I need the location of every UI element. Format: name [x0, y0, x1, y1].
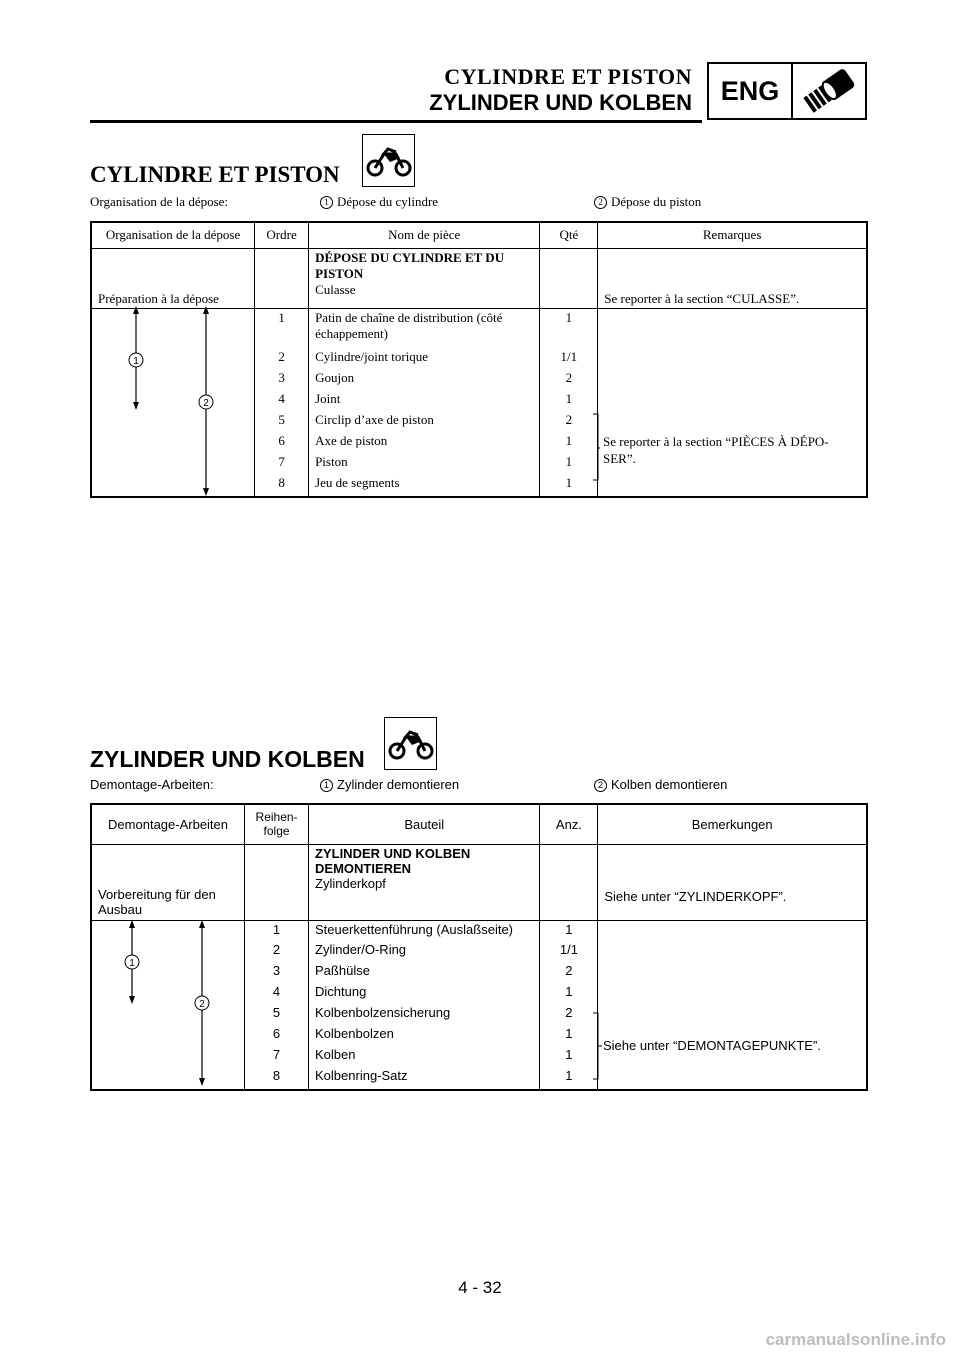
row-order: 6 — [255, 432, 309, 453]
prep-part: Culasse — [315, 281, 356, 297]
row-qty: 1/1 — [540, 941, 598, 962]
row-order: 1 — [245, 920, 309, 941]
col-header: Bauteil — [309, 804, 540, 844]
prep-cell — [309, 248, 540, 308]
row-order: 8 — [245, 1067, 309, 1090]
col-header: Ordre — [255, 222, 309, 248]
step-arrows-de — [116, 920, 216, 1088]
row-part: Zylinder/O-Ring — [309, 941, 540, 962]
col-header: Qté — [540, 222, 598, 248]
row-order: 2 — [255, 348, 309, 369]
row-part: Kolben — [309, 1046, 540, 1067]
step-text: Zylinder demontieren — [337, 777, 460, 792]
row-part: Steuerkettenführung (Auslaßseite) — [309, 920, 540, 941]
col-header: Reihen- folge — [245, 804, 309, 844]
section-title-fr: CYLINDRE ET PISTON — [90, 162, 340, 187]
row-qty: 2 — [540, 962, 598, 983]
row-part: Patin de chaîne de distribution (côté échappement) — [309, 308, 540, 348]
row-qty: 1 — [540, 1067, 598, 1090]
row-part: Jeu de segments — [309, 474, 540, 497]
prep-remark: Siehe unter “ZYLINDERKOPF”. — [598, 844, 867, 920]
step-num: 2 — [594, 779, 607, 792]
org-line-fr — [90, 194, 868, 212]
row-part: Kolbenbolzensicherung — [309, 1004, 540, 1025]
row-order: 6 — [245, 1025, 309, 1046]
row-order: 8 — [255, 474, 309, 497]
row-order: 4 — [245, 983, 309, 1004]
row-part: Dichtung — [309, 983, 540, 1004]
motorcycle-icon — [384, 717, 437, 770]
row-part: Cylindre/joint torique — [309, 348, 540, 369]
step-text: Dépose du piston — [611, 194, 702, 209]
remark-bracket-de — [592, 1011, 602, 1081]
row-order: 5 — [245, 1004, 309, 1025]
arrow-label: 2 — [203, 398, 209, 409]
row-qty: 1 — [540, 390, 598, 411]
header-rule — [90, 120, 702, 123]
step-arrows-fr — [120, 306, 220, 496]
row-part: Kolbenring-Satz — [309, 1067, 540, 1090]
step-num: 1 — [320, 779, 333, 792]
prep-cell — [309, 844, 540, 920]
prep-remark: Se reporter à la section “CULASSE”. — [598, 248, 867, 308]
step-text: Kolben demontieren — [611, 777, 728, 792]
row-qty: 1 — [540, 453, 598, 474]
row-order: 4 — [255, 390, 309, 411]
row-order: 5 — [255, 411, 309, 432]
arrow-label: 1 — [129, 958, 135, 969]
row-qty: 1 — [540, 1046, 598, 1067]
step-num: 1 — [320, 196, 333, 209]
row-qty: 1 — [540, 432, 598, 453]
row-qty: 2 — [540, 411, 598, 432]
step-text: Dépose du cylindre — [337, 194, 439, 209]
arrow-label: 2 — [199, 999, 205, 1010]
prep-label: Préparation à la dépose — [91, 248, 255, 308]
arrow-label: 1 — [133, 356, 139, 367]
row-qty: 1 — [540, 983, 598, 1004]
row-qty: 1/1 — [540, 348, 598, 369]
org-label-fr: Organisation de la dépose: — [90, 194, 229, 209]
step1-fr — [320, 194, 438, 210]
bracket-remark-de: Siehe unter “DEMONTAGEPUNKTE”. — [603, 1038, 821, 1053]
row-qty: 2 — [540, 369, 598, 390]
col-header: Anz. — [540, 804, 598, 844]
step1-de — [320, 777, 459, 792]
engine-cylinder-icon — [793, 64, 865, 118]
col-header: Remarques — [598, 222, 867, 248]
section-title-de: ZYLINDER UND KOLBEN — [90, 746, 365, 772]
step2-fr — [594, 194, 701, 210]
row-qty: 2 — [540, 1004, 598, 1025]
row-order: 3 — [255, 369, 309, 390]
row-qty: 1 — [540, 474, 598, 497]
watermark: carmanualsonline.info — [765, 1330, 946, 1349]
org-label-de: Demontage-Arbeiten: — [90, 777, 214, 792]
bracket-remark-fr: Se reporter à la section “PIÈCES À DÉPO- SER”. — [603, 434, 829, 466]
row-qty: 1 — [540, 1025, 598, 1046]
col-header: Organisation de la dépose — [91, 222, 255, 248]
row-order: 3 — [245, 962, 309, 983]
prep-part: Zylinderkopf — [315, 875, 386, 891]
page-number: 4 - 32 — [458, 1278, 502, 1297]
remark-bracket-fr — [592, 412, 600, 482]
row-part: Kolbenbolzen — [309, 1025, 540, 1046]
row-part: Paßhülse — [309, 962, 540, 983]
prep-heading: ZYLINDER UND KOLBEN DEMONTIEREN — [315, 845, 471, 876]
section-badge — [707, 62, 867, 120]
col-header: Bemerkungen — [598, 804, 867, 844]
row-order: 2 — [245, 941, 309, 962]
row-part: Axe de piston — [309, 432, 540, 453]
row-part: Goujon — [309, 369, 540, 390]
row-order: 1 — [255, 308, 309, 348]
eng-label: ENG — [709, 64, 793, 118]
row-part: Joint — [309, 390, 540, 411]
step-num: 2 — [594, 196, 607, 209]
row-order: 7 — [245, 1046, 309, 1067]
motorcycle-icon — [362, 134, 415, 187]
row-order: 7 — [255, 453, 309, 474]
org-line-de — [90, 777, 868, 795]
header-title-de: ZYLINDER UND KOLBEN — [429, 90, 692, 115]
row-qty: 1 — [540, 920, 598, 941]
prep-label: Vorbereitung für den Ausbau — [91, 844, 245, 920]
col-header: Demontage-Arbeiten — [91, 804, 245, 844]
col-header: Nom de pièce — [309, 222, 540, 248]
step2-de — [594, 777, 727, 792]
row-part: Piston — [309, 453, 540, 474]
prep-heading: DÉPOSE DU CYLINDRE ET DU PISTON — [315, 249, 505, 281]
row-part: Circlip d’axe de piston — [309, 411, 540, 432]
header-title-fr: CYLINDRE ET PISTON — [444, 64, 692, 89]
row-qty: 1 — [540, 308, 598, 348]
